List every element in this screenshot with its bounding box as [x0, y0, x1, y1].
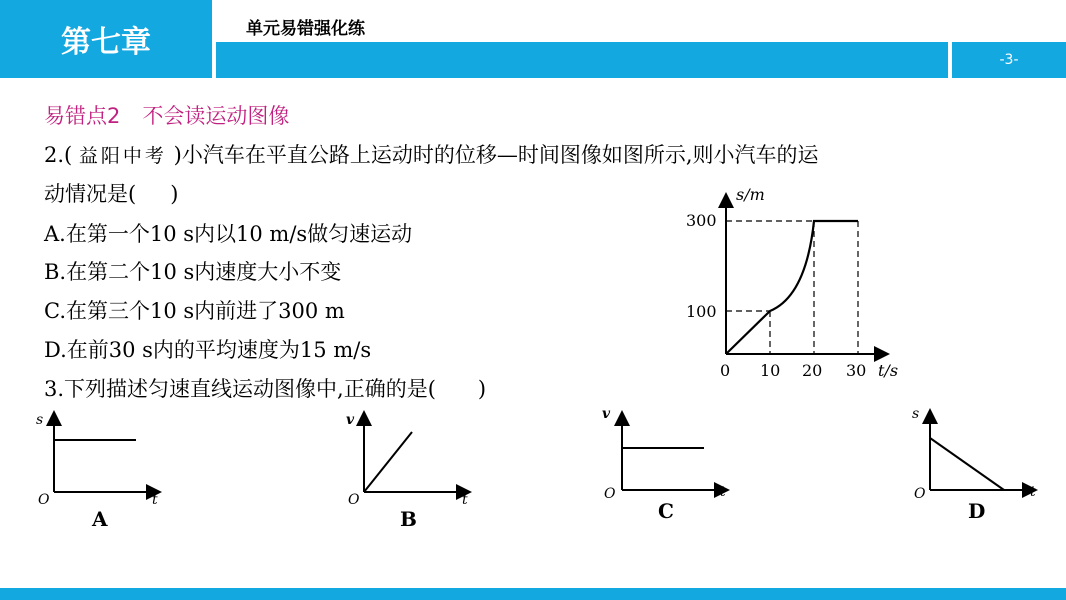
graph-d-ylabel: s: [912, 406, 920, 422]
q2-option-a: A.在第一个10 s内以10 m/s做匀速运动: [44, 222, 413, 246]
graph-d-origin: O: [914, 486, 926, 502]
graph-a-ylabel: s: [36, 412, 44, 428]
q2-option-d: D.在前30 s内的平均速度为15 m/s: [44, 338, 372, 362]
y-axis-label: s/m: [736, 185, 765, 204]
x-tick-10: 10: [760, 361, 781, 380]
x-tick-20: 20: [802, 361, 823, 380]
q2-stem: 2.( 益阳中考 )小汽车在平直公路上运动时的位移—时间图像如图所示,则小汽车的运: [44, 143, 819, 167]
x-axis-label: t/s: [878, 361, 899, 380]
graph-c-origin: O: [604, 486, 616, 502]
graph-c: [598, 402, 738, 532]
footer-bar: [0, 588, 1066, 600]
section-topic: 不会读运动图像: [142, 104, 290, 128]
graph-b-label: B: [400, 507, 417, 531]
graph-c-xlabel: t: [720, 484, 726, 500]
graph-b-line: [364, 432, 412, 492]
graph-b-origin: O: [348, 492, 360, 508]
graph-a-xlabel: t: [152, 492, 158, 508]
st-graph: [680, 184, 910, 384]
graph-c-label: C: [658, 499, 674, 523]
graph-b-xlabel: t: [462, 492, 468, 508]
chapter-title: 第七章: [0, 0, 212, 78]
graph-d-xlabel: t: [1030, 484, 1036, 500]
section-title: [44, 100, 289, 130]
graph-b-ylabel: v: [346, 412, 355, 428]
graph-d: [906, 402, 1046, 532]
header-bar: [216, 42, 948, 78]
q2-source: 益阳中考: [78, 145, 167, 167]
x-tick-30: 30: [846, 361, 867, 380]
page-number: -3-: [952, 42, 1066, 78]
graph-a: [30, 402, 170, 532]
q2-option-c: C.在第三个10 s内前进了300 m: [44, 299, 345, 323]
q2-option-b: B.在第二个10 s内速度大小不变: [44, 260, 342, 284]
graph-a-label: A: [92, 507, 108, 531]
graph-b: [340, 402, 480, 532]
q3-stem: 3.下列描述匀速直线运动图像中,正确的是( ): [44, 377, 487, 401]
graph-d-line: [930, 438, 1004, 490]
graph-c-ylabel: v: [602, 406, 611, 422]
graph-d-label: D: [968, 499, 986, 523]
x-tick-0: 0: [720, 361, 731, 380]
st-curve: [726, 221, 858, 354]
unit-title: 单元易错强化练: [246, 19, 365, 39]
q2-stem-cont: 动情况是( ): [44, 182, 179, 206]
graph-a-origin: O: [38, 492, 50, 508]
y-tick-100: 100: [686, 302, 717, 321]
y-tick-300: 300: [686, 211, 717, 230]
section-label: 易错点2: [44, 104, 121, 128]
